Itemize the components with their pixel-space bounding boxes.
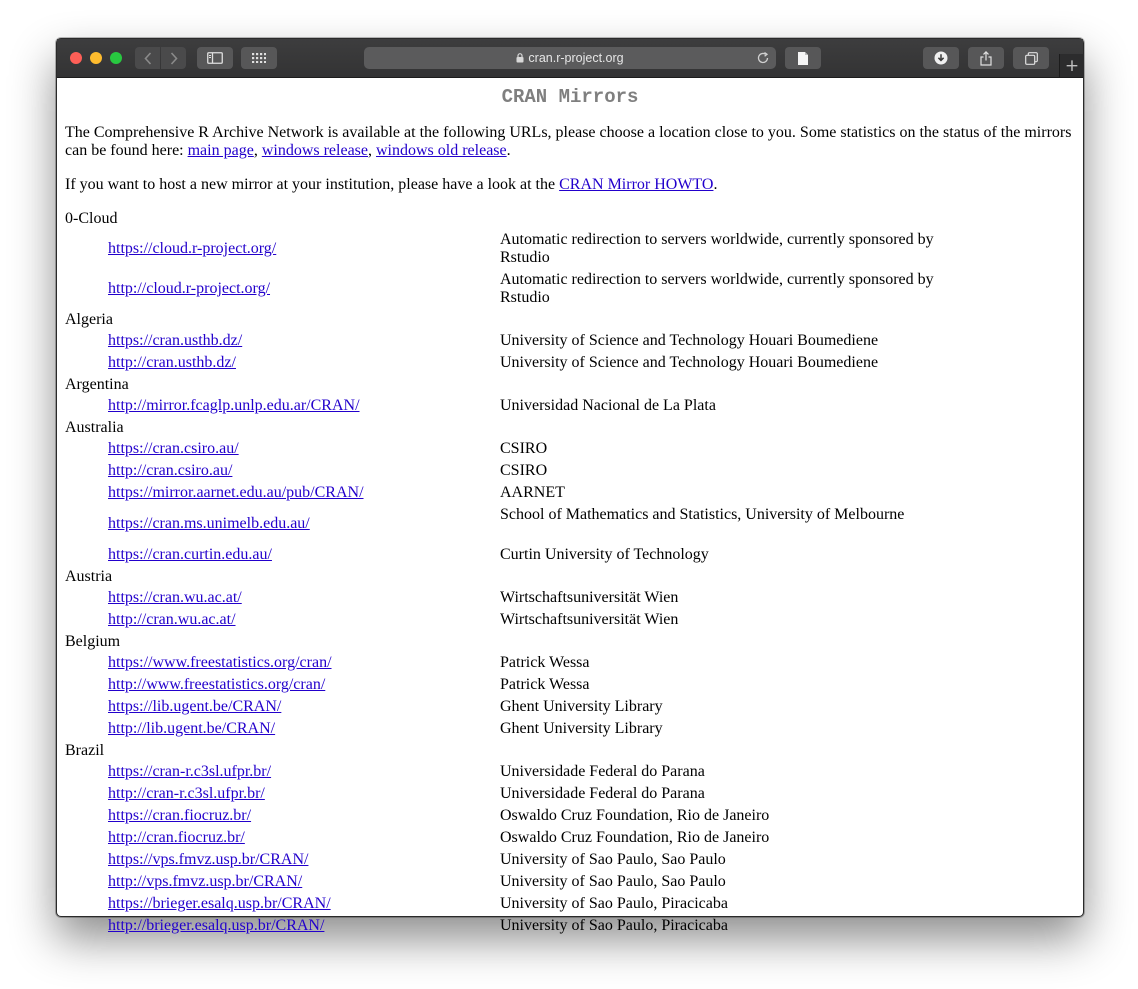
mirror-host-name: School of Mathematics and Statistics, University of Melbourne (500, 506, 905, 523)
host-mirror-text: If you want to host a new mirror at your institution, please have a look at the (65, 176, 560, 193)
mirror-host-name: University of Sao Paulo, Sao Paulo (500, 851, 726, 868)
mirror-url-link[interactable]: https://cran.ms.unimelb.edu.au/ (108, 515, 310, 532)
country-heading: 0-Cloud (65, 210, 118, 227)
download-icon (934, 51, 948, 65)
country-heading: Brazil (65, 742, 105, 759)
mirror-url-link[interactable]: https://brieger.esalq.usp.br/CRAN/ (108, 895, 331, 912)
mirror-host-name: Wirtschaftsuniversität Wien (500, 589, 679, 606)
browser-window (56, 38, 1084, 934)
mirror-url-link[interactable]: http://cran.csiro.au/ (108, 462, 233, 479)
country-heading: Algeria (65, 311, 113, 328)
windows-old-release-link[interactable]: windows old release (376, 142, 507, 159)
page-title: CRAN Mirrors (501, 86, 639, 108)
mirror-url-link[interactable]: http://www.freestatistics.org/cran/ (108, 676, 326, 693)
mirror-url-link[interactable]: https://cran-r.c3sl.ufpr.br/ (108, 763, 272, 780)
chevron-right-icon (170, 52, 178, 65)
mirror-host-name: Universidade Federal do Parana (500, 785, 705, 802)
mirror-url-link[interactable]: http://vps.fmvz.usp.br/CRAN/ (108, 873, 303, 890)
mirror-url-link[interactable]: https://cran.csiro.au/ (108, 440, 239, 457)
reader-view-button[interactable] (785, 47, 821, 69)
share-icon (980, 51, 992, 66)
mirror-host-name: CSIRO (500, 462, 548, 479)
minimize-window-button[interactable] (90, 52, 102, 64)
grid-icon (252, 53, 266, 63)
mirror-url-link[interactable]: http://cran.usthb.dz/ (108, 354, 236, 371)
mirror-url-link[interactable]: https://cran.fiocruz.br/ (108, 807, 252, 824)
mirror-url-link[interactable]: https://vps.fmvz.usp.br/CRAN/ (108, 851, 309, 868)
reload-icon (756, 51, 770, 65)
mirror-host-name: Automatic redirection to servers worldwide, currently sponsored by Rstudio (500, 271, 934, 306)
chevron-left-icon (144, 52, 152, 65)
mirror-host-name: Ghent University Library (500, 698, 663, 715)
mirror-host-name: Curtin University of Technology (500, 546, 709, 563)
downloads-button[interactable] (923, 47, 959, 69)
mirror-url-link[interactable]: https://cran.usthb.dz/ (108, 332, 243, 349)
lock-icon (516, 53, 524, 63)
mirror-host-name: AARNET (500, 484, 565, 501)
mirror-url-link[interactable]: http://brieger.esalq.usp.br/CRAN/ (108, 917, 325, 934)
tabs-icon (1025, 52, 1038, 65)
main-page-link[interactable]: main page (187, 142, 254, 159)
country-heading: Belgium (65, 633, 121, 650)
plus-icon: + (1064, 55, 1080, 76)
mirror-url-link[interactable]: http://mirror.fcaglp.unlp.edu.ar/CRAN/ (108, 397, 360, 414)
mirror-host-name: University of Sao Paulo, Piracicaba (500, 895, 728, 912)
mirror-url-link[interactable]: http://lib.ugent.be/CRAN/ (108, 720, 276, 737)
page-content (57, 78, 1083, 934)
title-bar (57, 39, 1083, 78)
mirror-host-name: Patrick Wessa (500, 654, 590, 671)
show-all-tabs-grid-button[interactable] (241, 47, 277, 69)
zoom-window-button[interactable] (110, 52, 122, 64)
mirror-url-link[interactable]: https://www.freestatistics.org/cran/ (108, 654, 332, 671)
mirror-url-link[interactable]: https://cloud.r-project.org/ (108, 240, 277, 257)
sidebar-icon (207, 52, 223, 64)
mirror-host-name: Universidade Federal do Parana (500, 763, 705, 780)
address-bar-url: cran.r-project.org (528, 51, 624, 65)
country-heading: Australia (65, 419, 124, 436)
mirror-url-link[interactable]: http://cloud.r-project.org/ (108, 280, 271, 297)
intro-text: The Comprehensive R Archive Network is available at the following URLs, please choose a location close to you. Some statistics on the status of the mirrors can be found here: (65, 124, 1072, 159)
mirror-host-name: Universidad Nacional de La Plata (500, 397, 716, 414)
mirror-url-link[interactable]: https://lib.ugent.be/CRAN/ (108, 698, 282, 715)
mirror-host-name: Patrick Wessa (500, 676, 590, 693)
mirror-host-name: CSIRO (500, 440, 548, 457)
mirror-host-name: University of Science and Technology Houari Boumediene (500, 332, 879, 349)
close-window-button[interactable] (70, 52, 82, 64)
share-button[interactable] (968, 47, 1004, 69)
mirror-url-link[interactable]: https://cran.curtin.edu.au/ (108, 546, 272, 563)
back-button[interactable] (135, 47, 160, 69)
intro-paragraph: The Comprehensive R Archive Network is available at the following URLs, please choose a location close to you. Some statistics on the status of the mirrors can be found here: main page, windows release, windows old release. (65, 124, 1072, 159)
mirror-host-name: University of Science and Technology Houari Boumediene (500, 354, 879, 371)
history-nav (135, 47, 186, 69)
mirror-url-link[interactable]: https://mirror.aarnet.edu.au/pub/CRAN/ (108, 484, 364, 501)
mirror-host-name: University of Sao Paulo, Piracicaba (500, 917, 728, 934)
tab-overview-button[interactable] (1013, 47, 1049, 69)
sidebar-button[interactable] (197, 47, 233, 69)
mirror-url-link[interactable]: http://cran.wu.ac.at/ (108, 611, 236, 628)
mirror-url-link[interactable]: http://cran.fiocruz.br/ (108, 829, 245, 846)
mirror-url-link[interactable]: https://cran.wu.ac.at/ (108, 589, 242, 606)
country-heading: Argentina (65, 376, 129, 393)
mirror-host-name: University of Sao Paulo, Sao Paulo (500, 873, 726, 890)
mirror-host-name: Automatic redirection to servers worldwide, currently sponsored by Rstudio (500, 231, 934, 266)
forward-button[interactable] (161, 47, 186, 69)
mirror-url-link[interactable]: http://cran-r.c3sl.ufpr.br/ (108, 785, 265, 802)
mirror-host-name: Oswaldo Cruz Foundation, Rio de Janeiro (500, 807, 770, 824)
page-icon (797, 51, 809, 66)
mirror-host-name: Oswaldo Cruz Foundation, Rio de Janeiro (500, 829, 770, 846)
new-tab-button[interactable] (1059, 54, 1084, 77)
mirror-host-name: Ghent University Library (500, 720, 663, 737)
mirror-host-name: Wirtschaftsuniversität Wien (500, 611, 679, 628)
address-bar[interactable] (364, 47, 776, 69)
country-heading: Austria (65, 568, 113, 585)
windows-release-link[interactable]: windows release (261, 142, 368, 159)
reload-button[interactable] (756, 51, 770, 68)
mirror-howto-link[interactable]: CRAN Mirror HOWTO (559, 176, 714, 193)
host-mirror-paragraph: If you want to host a new mirror at your institution, please have a look at the CRAN Mirror HOWTO. (65, 176, 718, 193)
